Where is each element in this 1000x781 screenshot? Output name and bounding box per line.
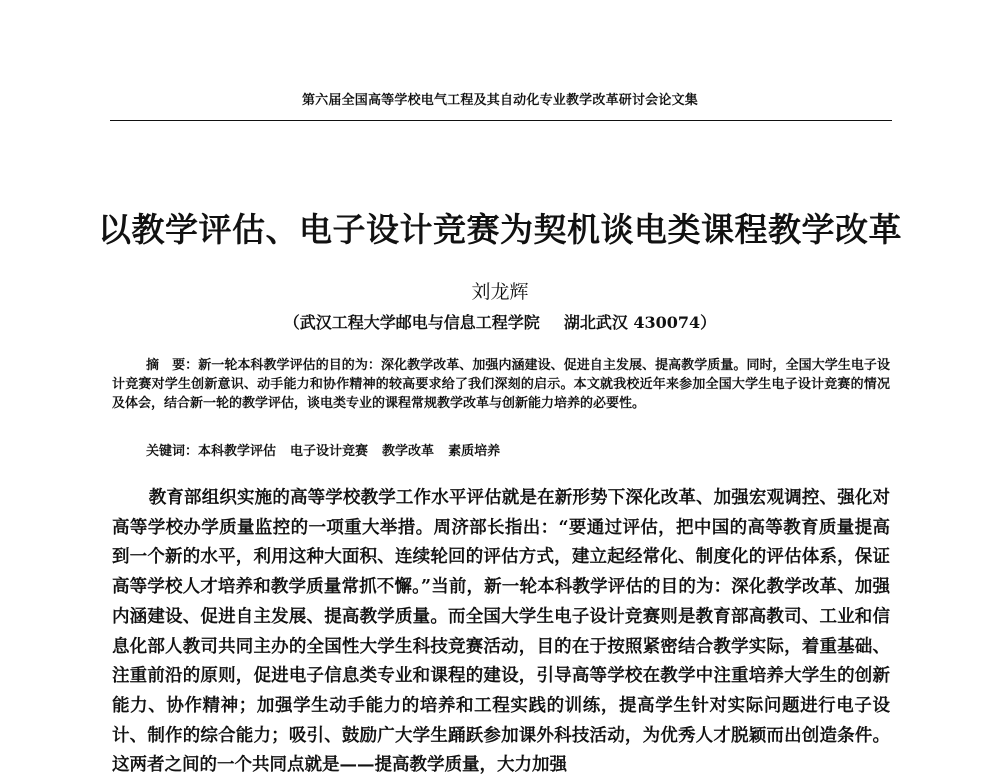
- abstract-label: 摘 要：: [146, 358, 199, 373]
- author-affiliation: [150, 312, 850, 334]
- body-paragraph: 教育部组织实施的高等学校教学工作水平评估就是在新形势下深化改革、加强宏观调控、强化对高等学校办学质量监控的一项重大举措。周济部长指出：“要通过评估，把中国的高等教育质量提高到一个新的水平，利用这种大面积、连续轮回的评估方式，建立起经常化、制度化的评估体系，保证高等学校人才培养和教学质量常抓不懈。”当前，新一轮本科教学评估的目的为：深化教学改革、加强内涵建设、促进自主发展、提高教学质量。而全国大学生电子设计竞赛则是教育部高教司、工业和信息化部人教司共同主办的全国性大学生科技竞赛活动，目的在于按照紧密结合教学实际，着重基础、注重前沿的原则，促进电子信息类专业和课程的建设，引导高等学校在教学中注重培养大学生的创新能力、协作精神；加强学生动手能力的培养和工程实践的训练，提高学生针对实际问题进行电子设计、制作的综合能力；吸引、鼓励广大学生踊跃参加课外科技活动，为优秀人才脱颖而出创造条件。这两者之间的一个共同点就是——提高教学质量，大力加强: [112, 488, 890, 776]
- keywords-label: 关键词：: [146, 444, 199, 459]
- abstract-text: 新一轮本科教学评估的目的为：深化教学改革、加强内涵建设、促进自主发展、提高教学质量。同时，全国大学生电子设计竞赛对学生创新意识、动手能力和协作精神的较高要求给了我们深刻的启示。本文就我校近年来参加全国大学生电子设计竞赛的情况及体会，结合新一轮的教学评估，谈电类专业的课程常规教学改革与创新能力培养的必要性。: [112, 358, 890, 411]
- affiliation-institution: （武汉工程大学邮电与信息工程学院: [283, 313, 540, 332]
- author-name: 刘龙辉: [471, 281, 529, 303]
- keyword-item: 教学改革: [382, 444, 435, 459]
- header-rule: [110, 120, 892, 121]
- keyword-item: 电子设计竞赛: [290, 444, 369, 459]
- keywords: [146, 442, 886, 461]
- running-header: 第六届全国高等学校电气工程及其自动化专业教学改革研讨会论文集: [301, 93, 698, 108]
- paper-title: 以教学评估、电子设计竞赛为契机谈电类课程教学改革: [98, 210, 902, 249]
- keyword-item: 本科教学评估: [198, 444, 277, 459]
- affiliation-location: 湖北武汉 430074）: [563, 313, 717, 332]
- abstract: [112, 356, 890, 413]
- keyword-item: 素质培养: [448, 444, 501, 459]
